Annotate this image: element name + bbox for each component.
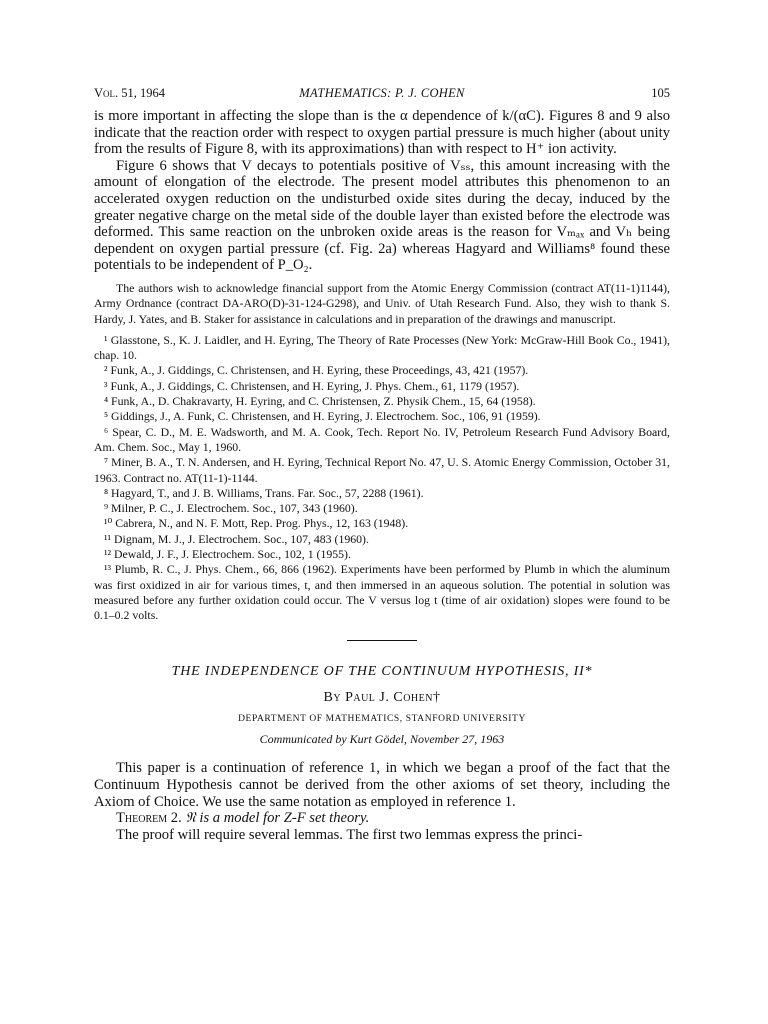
author-affiliation: DEPARTMENT OF MATHEMATICS, STANFORD UNIVERSITY [238, 714, 526, 725]
communicated-by: Communicated by Kurt Gödel, November 27, 1963 [259, 732, 505, 747]
acknowledgment [94, 281, 670, 327]
running-title: MATHEMATICS: P. J. COHEN [299, 86, 465, 100]
reference-item: ⁷ Miner, B. A., T. N. Andersen, and H. Eyring, Technical Report No. 47, U. S. Atomic Energy Commission, October 31, 1963. Contract no. AT(11-1)-1144. [94, 455, 670, 485]
volume-label: Vol. 51, 1964 [94, 86, 166, 100]
running-header [94, 86, 670, 108]
paragraph: is more important in affecting the slope than is the α dependence of k/(αC). Figures 8 and 9 also indicate that the reaction order with respect to oxygen partial pressure is much higher (about unity from the results of Figure 8, with its approximations) than with respect to H⁺ ion activity. [94, 108, 670, 158]
page [94, 86, 670, 843]
reference-item: ² Funk, A., J. Giddings, C. Christensen, and H. Eyring, these Proceedings, 43, 421 (1957). [104, 363, 529, 378]
reference-item: ¹ Glasstone, S., K. J. Laidler, and H. Eyring, The Theory of Rate Processes (New York: McGraw-Hill Book Co., 1941), chap. 10. [94, 332, 670, 363]
proof-paragraph: The proof will require several lemmas. The first two lemmas express the princi- [116, 826, 583, 843]
author-byline: By Paul J. Cohen† [323, 690, 441, 706]
acknowledgment-text: The authors wish to acknowledge financial support from the Atomic Energy Commission (contract AT(11-1)1144), Army Ordnance (contract DA-ARO(D)-31-124-G298), and Univ. of Utah Research Fund. Also, they wish to thank S. Hardy, J. Yates, and B. Staker for assistance in calculations and in preparation of the drawings and manuscript. [94, 280, 670, 326]
theorem-statement [94, 810, 670, 827]
reference-item: ¹² Dewald, J. F., J. Electrochem. Soc., 102, 1 (1955). [104, 546, 351, 561]
intro-paragraph: This paper is a continuation of reference 1, in which we began a proof of the fact that the Continuum Hypothesis cannot be derived from the other axioms of set theory, including the Axiom of Choice. We use the same notation as employed in reference 1. [94, 760, 670, 810]
theorem-text: 𝔑 is a model for Z-F set theory. [185, 810, 370, 827]
reference-item: ¹³ Plumb, R. C., J. Phys. Chem., 66, 866 (1962). Experiments have been performed by Plumb in which the aluminum was first oxidized in air for various times, t, and then immersed in an aqueous solution. The potential in solution was measured before any further oxidation could occur. The V versus log t (time of air oxidation) slopes were found to be 0.1–0.2 volts. [94, 562, 670, 623]
reference-item: ⁶ Spear, C. D., M. E. Wadsworth, and M. A. Cook, Tech. Report No. IV, Petroleum Research Fund Advisory Board, Am. Chem. Soc., May 1, 1960. [94, 424, 670, 454]
paragraph: Figure 6 shows that V decays to potentials positive of Vₛₛ, this amount increasing with the amount of elongation of the electrode. The present model attributes this phenomenon to an accelerated oxygen reduction on the undisturbed oxide sites during the decay, induced by the greater negative charge on the metal side of the double layer than existed before the electrode was deformed. This same reaction on the unbroken oxide areas is the reason for Vₘₐₓ and Vₕ being dependent on oxygen partial pressure (cf. Fig. 2a) whereas Hagyard and Williams⁸ found these potentials to be independent of P_O₂. [94, 157, 670, 274]
reference-item: ⁸ Hagyard, T., and J. B. Williams, Trans. Far. Soc., 57, 2288 (1961). [104, 485, 424, 500]
reference-item: ¹⁰ Cabrera, N., and N. F. Mott, Rep. Prog. Phys., 12, 163 (1948). [104, 516, 409, 531]
reference-item: ⁴ Funk, A., D. Chakravarty, H. Eyring, and C. Christensen, Z. Physik Chem., 15, 64 (1958). [104, 394, 536, 409]
reference-item: ⁹ Milner, P. C., J. Electrochem. Soc., 107, 343 (1960). [104, 501, 358, 516]
reference-item: ⁵ Giddings, J., A. Funk, C. Christensen, and H. Eyring, J. Electrochem. Soc., 106, 91 (1959). [104, 409, 541, 424]
article-body [94, 760, 670, 843]
reference-item: ³ Funk, A., J. Giddings, C. Christensen, and H. Eyring, J. Phys. Chem., 61, 1179 (1957). [104, 378, 520, 393]
theorem-label: Theorem 2. [116, 810, 182, 827]
article-title: THE INDEPENDENCE OF THE CONTINUUM HYPOTHESIS, II* [171, 664, 593, 680]
previous-article-body [94, 108, 670, 274]
page-number: 105 [651, 86, 670, 100]
reference-item: ¹¹ Dignam, M. J., J. Electrochem. Soc., 107, 483 (1960). [104, 531, 369, 546]
section-divider [347, 640, 417, 641]
reference-list [94, 333, 670, 624]
